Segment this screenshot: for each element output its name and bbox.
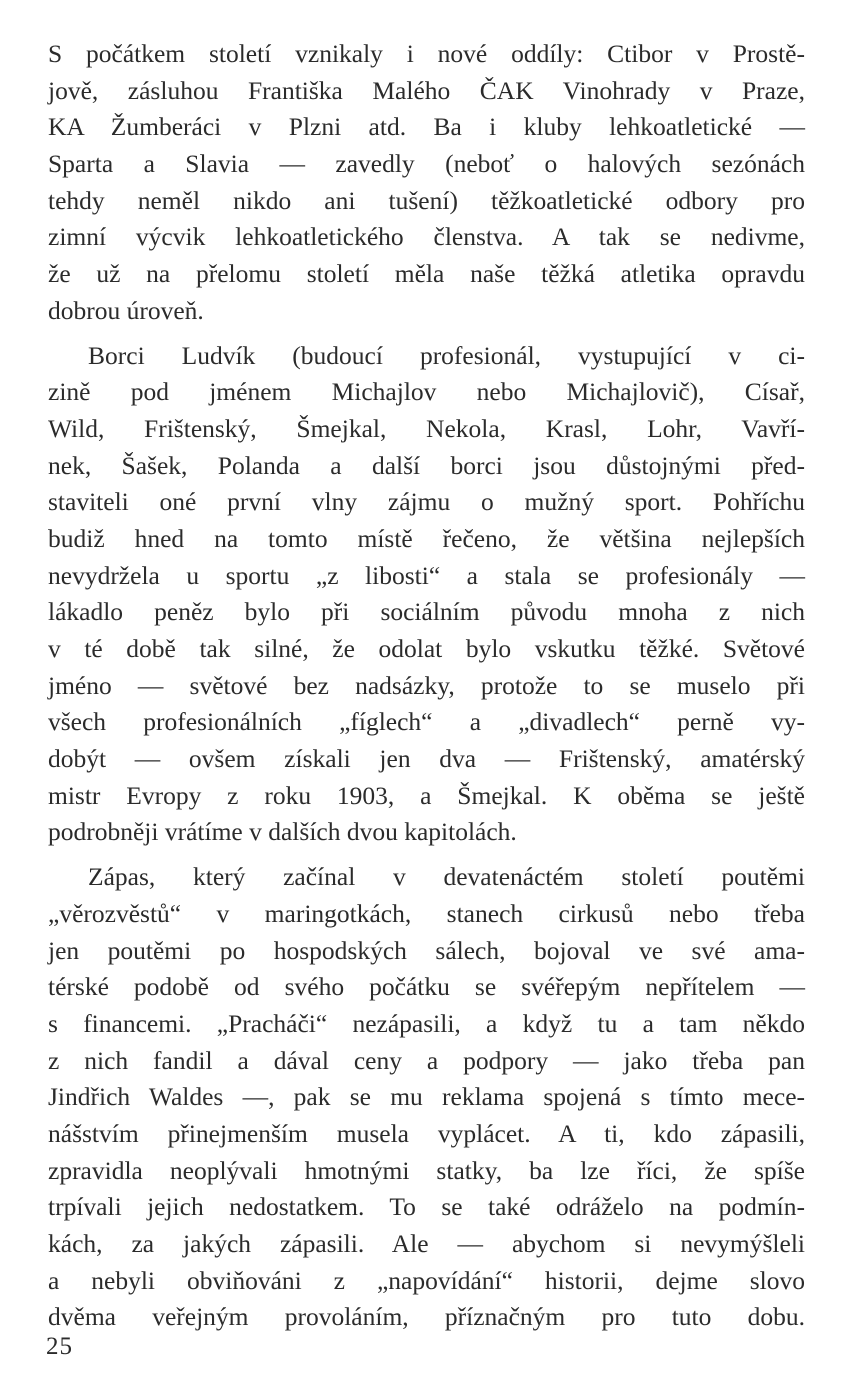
paragraph-line: jen poutěmi po hospodských sálech, bojoval ve své ama- [48, 935, 805, 965]
paragraph-gap [48, 851, 805, 859]
paragraph-1 [48, 36, 805, 330]
paragraph-line: budiž hned na tomto místě řečeno, že většina nejlepších [48, 523, 805, 553]
page-number: 25 [46, 1333, 73, 1360]
paragraph-line: trpívali jejich nedostatkem. To se také odráželo na podmín- [48, 1192, 805, 1222]
paragraph-line: Wild, Frištenský, Šmejkal, Nekola, Krasl, Lohr, Vavří- [48, 413, 805, 443]
paragraph-3 [48, 859, 805, 1336]
paragraph-2 [48, 338, 805, 852]
paragraph-line: s financemi. „Pracháči“ nezápasili, a když tu a tam někdo [48, 1008, 805, 1038]
paragraph-line: a nebyli obviňováni z „napovídání“ historii, dejme slovo [48, 1265, 805, 1295]
paragraph-line: nek, Šašek, Polanda a další borci jsou důstojnými před- [48, 450, 805, 480]
paragraph-line: dobýt — ovšem získali jen dva — Frištenský, amatérský [48, 744, 805, 774]
paragraph-line: staviteli oné první vlny zájmu o mužný sport. Pohříchu [48, 487, 805, 517]
paragraph-line: dobrou úroveň. [48, 295, 204, 325]
paragraph-line: že už na přelomu století měla naše těžká atletika opravdu [48, 259, 805, 289]
paragraph-line: dvěma veřejným provoláním, příznačným pro tuto dobu. [48, 1302, 805, 1332]
paragraph-line: zpravidla neoplývali hmotnými statky, ba lze říci, že spíše [48, 1155, 805, 1185]
paragraph-line: Zápas, který začínal v devatenáctém století poutěmi [88, 862, 805, 892]
paragraph-line: jméno — světové bez nadsázky, protože to se muselo při [48, 670, 805, 700]
paragraph-line: jově, zásluhou Františka Malého ČAK Vinohrady v Praze, [48, 75, 805, 105]
paragraph-line: všech profesionálních „fíglech“ a „divadlech“ perně vy- [48, 707, 805, 737]
paragraph-line: nášstvím přinejmenším musela vyplácet. A ti, kdo zápasili, [48, 1118, 805, 1148]
paragraph-line: Borci Ludvík (budoucí profesionál, vystupující v ci- [88, 340, 805, 370]
paragraph-line: zimní výcvik lehkoatletického členstva. A tak se nedivme, [48, 222, 805, 252]
paragraph-line: zině pod jménem Michajlov nebo Michajlovič), Císař, [48, 377, 805, 407]
paragraph-line: podrobněji vrátíme v dalších dvou kapitolách. [48, 817, 517, 847]
paragraph-line: Sparta a Slavia — zavedly (neboť o halových sezónách [48, 149, 805, 179]
paragraph-line: Jindřich Waldes —, pak se mu reklama spojená s tímto mece- [48, 1082, 805, 1112]
paragraph-line: lákadlo peněz bylo při sociálním původu mnoha z nich [48, 597, 805, 627]
paragraph-line: v té době tak silné, že odolat bylo vskutku těžké. Světové [48, 634, 805, 663]
page-body [48, 36, 805, 1336]
paragraph-line: mistr Evropy z roku 1903, a Šmejkal. K oběma se ještě [48, 780, 805, 810]
paragraph-line: térské podobě od svého počátku se svéřepým nepřítelem — [48, 972, 805, 1002]
paragraph-line: S počátkem století vznikaly i nové oddíly: Ctibor v Prostě- [48, 39, 805, 68]
paragraph-line: kách, za jakých zápasili. Ale — abychom si nevymýšleli [48, 1229, 805, 1258]
paragraph-line: KA Žumberáci v Plzni atd. Ba i kluby lehkoatletické — [48, 112, 805, 142]
paragraph-line: tehdy neměl nikdo ani tušení) těžkoatletické odbory pro [48, 185, 805, 215]
paragraph-line: „věrozvěstů“ v maringotkách, stanech cirkusů nebo třeba [48, 898, 805, 928]
paragraph-gap [48, 330, 805, 338]
paragraph-line: z nich fandil a dával ceny a podpory — jako třeba pan [48, 1045, 805, 1075]
paragraph-line: nevydržela u sportu „z libosti“ a stala se profesionály — [48, 560, 805, 590]
